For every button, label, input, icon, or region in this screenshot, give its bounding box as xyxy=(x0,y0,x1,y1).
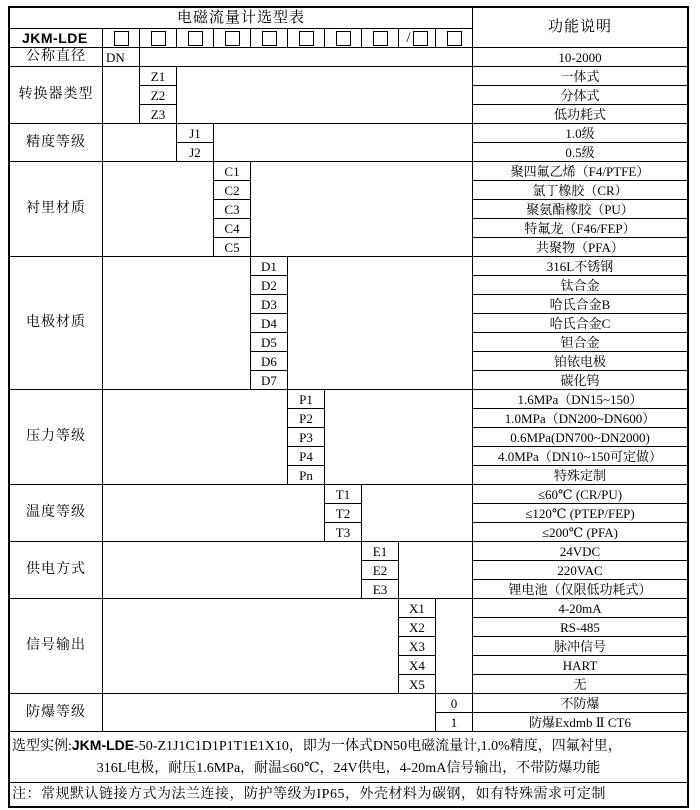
desc-cell: 铂铱电极 xyxy=(473,352,687,370)
model-code-box xyxy=(362,29,398,47)
model-code-box xyxy=(288,29,324,47)
code-cell: D3 xyxy=(251,295,287,313)
code-cell: 0 xyxy=(436,694,472,712)
example-rest: -50-Z1J1C1D1P1T1E1X10，即为一体式DN50电磁流量计,1.0%精度，四氟衬里， xyxy=(134,738,622,754)
code-cell: Z1 xyxy=(140,67,176,85)
desc-cell: 24VDC xyxy=(473,542,687,560)
checkbox-icon xyxy=(262,31,277,46)
checkbox-icon xyxy=(413,31,428,46)
code-cell: D7 xyxy=(251,371,287,389)
code-cell: C1 xyxy=(214,162,250,180)
checkbox-icon xyxy=(336,31,351,46)
code-cell: P2 xyxy=(288,409,324,427)
code-cell: E3 xyxy=(362,580,398,598)
model-code-box xyxy=(251,29,287,47)
desc-cell: 碳化钨 xyxy=(473,371,687,389)
desc-cell: 氯丁橡胶（CR） xyxy=(473,181,687,199)
desc-cell: ≤200℃ (PFA) xyxy=(473,523,687,541)
spacer-left xyxy=(103,485,324,541)
checkbox-icon xyxy=(225,31,240,46)
code-cell: E1 xyxy=(362,542,398,560)
code-cell: P3 xyxy=(288,428,324,446)
desc-cell: 特殊定制 xyxy=(473,466,687,484)
code-cell: D6 xyxy=(251,352,287,370)
desc-cell: 0.5级 xyxy=(473,143,687,161)
desc-cell: 共聚物（PFA） xyxy=(473,238,687,256)
desc-cell: ≤120℃ (PTEP/FEP) xyxy=(473,504,687,522)
model-code-box xyxy=(214,29,250,47)
category-label: 信号输出 xyxy=(10,599,102,693)
checkbox-icon xyxy=(447,31,462,46)
model-code-box xyxy=(399,29,435,47)
desc-cell: 1.0级 xyxy=(473,124,687,142)
desc-cell: 钛合金 xyxy=(473,276,687,294)
desc-cell: 脉冲信号 xyxy=(473,637,687,655)
desc-cell: 4.0MPa（DN10~150可定做） xyxy=(473,447,687,465)
spacer-left xyxy=(103,162,213,256)
spacer-right xyxy=(140,48,472,66)
spacer-right xyxy=(288,257,472,389)
desc-cell: 220VAC xyxy=(473,561,687,579)
code-cell: T1 xyxy=(325,485,361,503)
example-model-code: JKM-LDE xyxy=(71,736,135,753)
checkbox-icon xyxy=(151,31,166,46)
code-cell: X1 xyxy=(399,599,435,617)
code-cell: D2 xyxy=(251,276,287,294)
code-cell: T3 xyxy=(325,523,361,541)
desc-cell: HART xyxy=(473,656,687,674)
code-cell: C3 xyxy=(214,200,250,218)
code-cell: C4 xyxy=(214,219,250,237)
example-prefix: 选型实例: xyxy=(12,738,72,754)
code-cell: P4 xyxy=(288,447,324,465)
spacer-right xyxy=(399,542,472,598)
desc-cell: 聚四氟乙烯（F4/PTFE） xyxy=(473,162,687,180)
slash-separator: / xyxy=(406,29,411,46)
category-label: 防爆等级 xyxy=(10,694,102,731)
code-cell: D4 xyxy=(251,314,287,332)
spacer-right xyxy=(362,485,472,541)
desc-cell: 钽合金 xyxy=(473,333,687,351)
model-code-box xyxy=(325,29,361,47)
category-label: 公称直径 xyxy=(10,48,102,66)
desc-cell: 10-2000 xyxy=(473,48,687,66)
spacer-right xyxy=(436,599,472,693)
code-cell: X5 xyxy=(399,675,435,693)
desc-cell: 分体式 xyxy=(473,86,687,104)
checkbox-icon xyxy=(299,31,314,46)
code-cell: Pn xyxy=(288,466,324,484)
code-cell: 1 xyxy=(436,713,472,731)
category-label: 供电方式 xyxy=(10,542,102,598)
spacer-left xyxy=(103,542,361,598)
desc-cell: 1.0MPa（DN200~DN600） xyxy=(473,409,687,427)
code-cell: D5 xyxy=(251,333,287,351)
category-label: 压力等级 xyxy=(10,390,102,484)
code-cell: J2 xyxy=(177,143,213,161)
model-code-box xyxy=(103,29,139,47)
checkbox-icon xyxy=(373,31,388,46)
category-label: 温度等级 xyxy=(10,485,102,541)
model-name: JKM-LDE xyxy=(10,29,102,47)
desc-cell: 一体式 xyxy=(473,67,687,85)
note-row: 注：常规默认链接方式为法兰连接，防护等级为IP65，外壳材料为碳钢，如有特殊需求可定制 xyxy=(10,783,687,806)
checkbox-icon xyxy=(114,31,129,46)
desc-cell: 防爆Exdmb Ⅱ CT6 xyxy=(473,713,687,731)
spacer-left xyxy=(103,390,287,484)
desc-cell: 哈氏合金B xyxy=(473,295,687,313)
category-label: 精度等级 xyxy=(10,124,102,161)
spacer-right xyxy=(325,390,472,484)
desc-cell: 无 xyxy=(473,675,687,693)
code-cell: X4 xyxy=(399,656,435,674)
code-cell: C2 xyxy=(214,181,250,199)
desc-cell: 聚氨酯橡胶（PU） xyxy=(473,200,687,218)
code-cell: P1 xyxy=(288,390,324,408)
code-cell: C5 xyxy=(214,238,250,256)
spacer-left xyxy=(103,694,435,731)
spacer-right xyxy=(214,124,472,161)
spacer-left xyxy=(103,599,398,693)
category-label: 衬里材质 xyxy=(10,162,102,256)
table-title: 电磁流量计选型表 xyxy=(10,8,472,28)
desc-cell: 特氟龙（F46/FEP） xyxy=(473,219,687,237)
code-cell: D1 xyxy=(251,257,287,275)
example-line1 xyxy=(10,735,687,758)
desc-cell: RS-485 xyxy=(473,618,687,636)
desc-cell: 0.6MPa(DN700~DN2000) xyxy=(473,428,687,446)
desc-cell: 316L不锈钢 xyxy=(473,257,687,275)
desc-cell: 哈氏合金C xyxy=(473,314,687,332)
category-label: 电极材质 xyxy=(10,257,102,389)
spacer-left xyxy=(103,257,250,389)
code-cell: X2 xyxy=(399,618,435,636)
code-cell: DN xyxy=(103,48,139,66)
spacer-right xyxy=(251,162,472,256)
desc-cell: 低功耗式 xyxy=(473,105,687,123)
code-cell: J1 xyxy=(177,124,213,142)
model-code-box xyxy=(140,29,176,47)
desc-cell: ≤60℃ (CR/PU) xyxy=(473,485,687,503)
category-label: 转换器类型 xyxy=(10,67,102,123)
desc-cell: 锂电池（仅限低功耗式） xyxy=(473,580,687,598)
example-line2: 316L电极，耐压1.6MPa，耐温≤60℃，24V供电，4-20mA信号输出，不带防爆功能 xyxy=(96,760,601,776)
code-cell: X3 xyxy=(399,637,435,655)
desc-cell: 1.6MPa（DN15~150） xyxy=(473,390,687,408)
selection-example-row xyxy=(10,732,687,782)
desc-cell: 不防爆 xyxy=(473,694,687,712)
selection-table xyxy=(8,6,689,808)
desc-cell: 4-20mA xyxy=(473,599,687,617)
function-description-header: 功能说明 xyxy=(473,8,687,47)
spacer-left xyxy=(103,67,139,123)
code-cell: Z2 xyxy=(140,86,176,104)
model-code-box xyxy=(436,29,472,47)
code-cell: T2 xyxy=(325,504,361,522)
checkbox-icon xyxy=(188,31,203,46)
code-cell: Z3 xyxy=(140,105,176,123)
model-code-box xyxy=(177,29,213,47)
spacer-right xyxy=(177,67,472,123)
spacer-left xyxy=(103,124,176,161)
code-cell: E2 xyxy=(362,561,398,579)
